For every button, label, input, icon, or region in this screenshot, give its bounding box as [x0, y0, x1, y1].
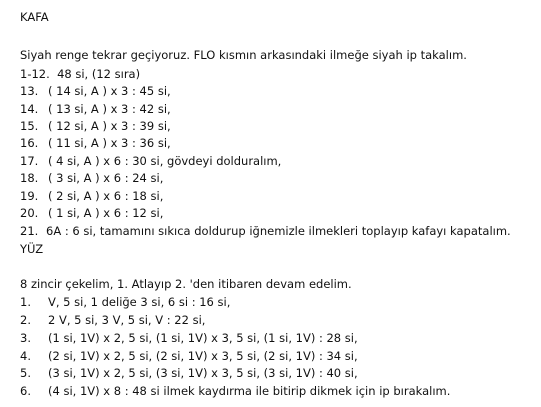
- step-text: ( 14 si, A ) x 3 : 45 si,: [48, 84, 171, 98]
- list-item: [20, 349, 358, 363]
- list-item: [20, 119, 171, 133]
- step-number: 13.: [20, 84, 39, 98]
- list-item: [20, 154, 281, 168]
- step-number: 5.: [20, 366, 31, 380]
- section-title-kafa: KAFA: [20, 10, 49, 24]
- list-item: [20, 206, 163, 220]
- step-number: 18.: [20, 171, 39, 185]
- list-item: [20, 366, 358, 380]
- section-intro-yuz: 8 zincir çekelim, 1. Atlayıp 2. 'den itibaren devam edelim.: [20, 277, 352, 291]
- section-intro-kafa: Siyah renge tekrar geçiyoruz. FLO kısmın arkasındaki ilmeğe siyah ip takalım.: [20, 48, 467, 62]
- list-item: [20, 136, 171, 150]
- step-text: 6A : 6 si, tamamını sıkıca doldurup iğnemizle ilmekleri toplayıp kafayı kapatalım.: [46, 224, 511, 238]
- list-item: [20, 67, 140, 81]
- step-number: 2.: [20, 313, 31, 327]
- step-text: ( 12 si, A ) x 3 : 39 si,: [48, 119, 171, 133]
- step-number: 19.: [20, 189, 39, 203]
- step-number: 1.: [20, 295, 31, 309]
- step-number: 15.: [20, 119, 39, 133]
- step-text: 48 si, (12 sıra): [57, 67, 141, 81]
- list-item: [20, 313, 205, 327]
- list-item: [20, 102, 171, 116]
- list-item: [20, 331, 358, 345]
- step-text: ( 1 si, A ) x 6 : 12 si,: [48, 206, 164, 220]
- list-item: [20, 189, 163, 203]
- step-number: 4.: [20, 349, 31, 363]
- step-text: ( 3 si, A ) x 6 : 24 si,: [48, 171, 164, 185]
- list-item: [20, 84, 171, 98]
- step-text: (2 si, 1V) x 2, 5 si, (2 si, 1V) x 3, 5 si, (2 si, 1V) : 34 si,: [48, 349, 358, 363]
- list-item: [20, 171, 163, 185]
- section-title-yuz: YÜZ: [20, 242, 44, 256]
- step-text: (1 si, 1V) x 2, 5 si, (1 si, 1V) x 3, 5 si, (1 si, 1V) : 28 si,: [48, 331, 358, 345]
- step-number: 14.: [20, 102, 39, 116]
- step-number: 6.: [20, 384, 31, 398]
- step-number: 17.: [20, 154, 39, 168]
- step-text: ( 11 si, A ) x 3 : 36 si,: [48, 136, 171, 150]
- step-number: 1-12.: [20, 67, 50, 81]
- step-number: 16.: [20, 136, 39, 150]
- step-text: (3 si, 1V) x 2, 5 si, (3 si, 1V) x 3, 5 si, (3 si, 1V) : 40 si,: [48, 366, 358, 380]
- step-text: 2 V, 5 si, 3 V, 5 si, V : 22 si,: [48, 313, 206, 327]
- list-item: [20, 384, 450, 398]
- step-number: 21.: [20, 224, 39, 238]
- list-item: [20, 224, 511, 238]
- step-number: 3.: [20, 331, 31, 345]
- step-text: (4 si, 1V) x 8 : 48 si ilmek kaydırma ile bitirip dikmek için ip bırakalım.: [48, 384, 451, 398]
- step-text: V, 5 si, 1 deliğe 3 si, 6 si : 16 si,: [48, 295, 231, 309]
- step-text: ( 2 si, A ) x 6 : 18 si,: [48, 189, 164, 203]
- step-text: ( 13 si, A ) x 3 : 42 si,: [48, 102, 171, 116]
- step-text: ( 4 si, A ) x 6 : 30 si, gövdeyi dolduralım,: [48, 154, 282, 168]
- step-number: 20.: [20, 206, 39, 220]
- list-item: [20, 295, 230, 309]
